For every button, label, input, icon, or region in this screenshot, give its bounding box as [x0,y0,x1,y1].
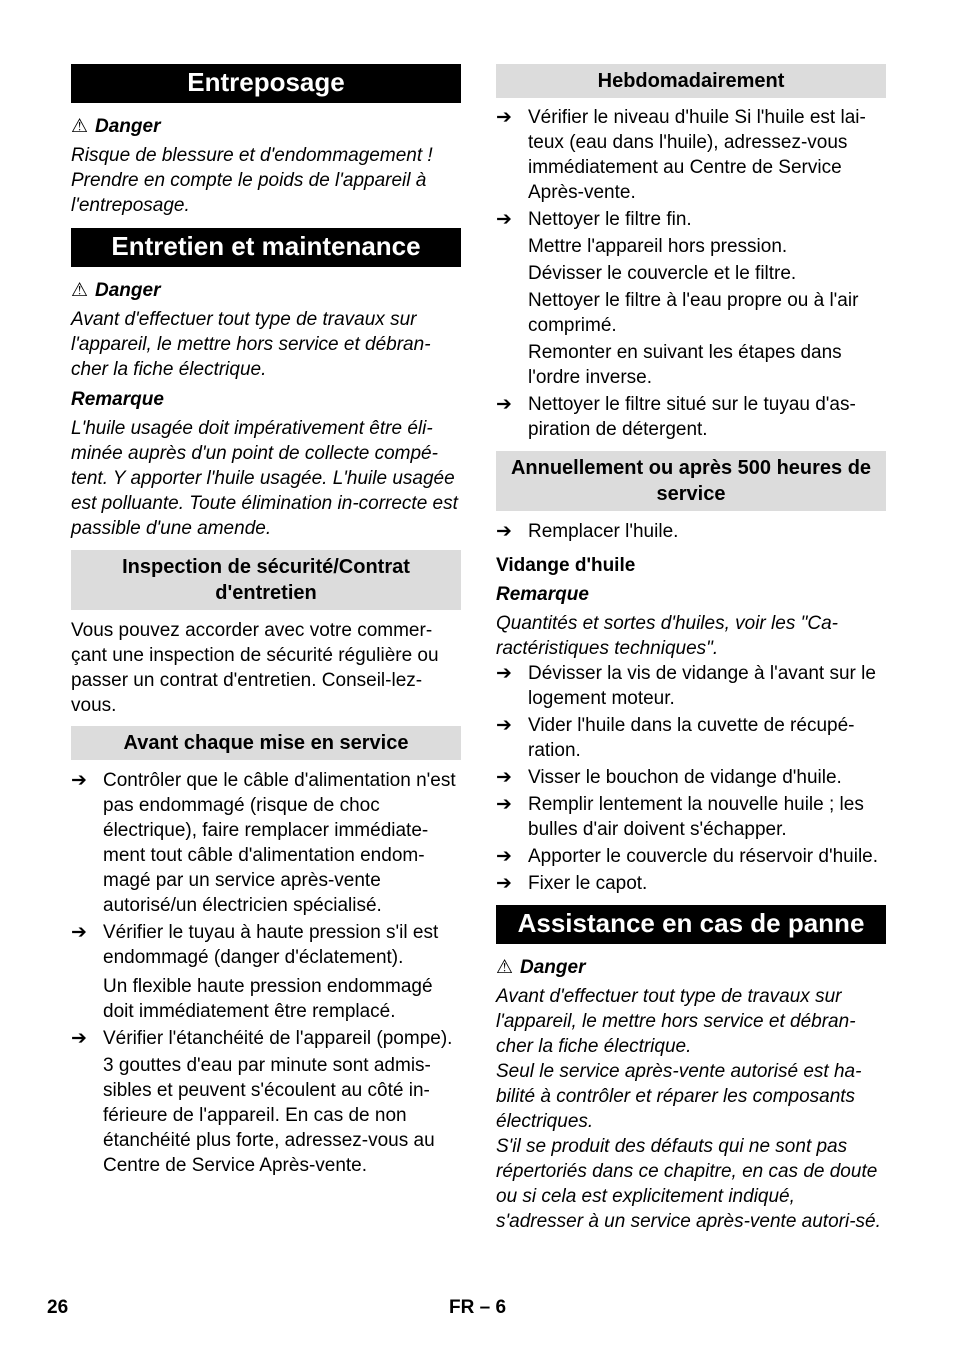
arrow-right-icon: ➔ [496,663,512,684]
arrow-right-icon: ➔ [496,767,512,788]
list-subitem: Dévisser le couvercle et le filtre. [528,263,797,284]
warning-triangle-icon: ⚠ [71,280,89,301]
arrow-right-icon: ➔ [496,873,512,894]
list-item: ➔ Visser le bouchon de vidange d'huile. [496,767,842,788]
troubleshooting-heading: Assistance en cas de panne [496,905,886,944]
list-item: ➔ Remplir lentement la nouvelle huile ; les bulles d'air doivent s'échapper. [496,794,864,840]
list-subitem: 3 gouttes d'eau par minute sont admis-sibles et peuvent s'écoulent au côté in-férieure de l'appareil. En cas de non étanchéité plus forte, adressez-vous au Centre de Service Après-vente. [103,1055,435,1176]
trouble-danger [496,955,886,980]
arrow-right-icon: ➔ [71,922,87,943]
list-item: ➔ Contrôler que le câble d'alimentation n'est pas endommagé (risque de choc électrique), faire remplacer immédiate-ment tout câble d'alimentation endom-magé par un service après-vente autorisé/un électricien spécialisé. [71,770,456,916]
arrow-right-icon: ➔ [496,394,512,415]
list-item: ➔ Nettoyer le filtre fin. [496,209,692,230]
arrow-right-icon: ➔ [496,846,512,867]
storage-danger-label: Danger [95,116,161,137]
arrow-right-icon: ➔ [496,521,512,542]
list-item: ➔ Dévisser la vis de vidange à l'avant sur le logement moteur. [496,663,876,709]
trouble-text-2: Seul le service après-vente autorisé est ha-bilité à contrôler et réparer les composants électriques. [496,1061,862,1132]
right-column [496,64,886,1234]
list-subitem: Remonter en suivant les étapes dans l'ordre inverse. [528,342,842,388]
note-label: Remarque [71,389,164,410]
list-item: ➔ Vérifier le niveau d'huile Si l'huile est lai-teux (eau dans l'huile), adressez-vous immédiatement au Centre de Service Après-vente. [496,107,866,203]
arrow-right-icon: ➔ [496,107,512,128]
language-page-label: FR – 6 [449,1297,507,1318]
arrow-right-icon: ➔ [496,209,512,230]
list-subitem: Mettre l'appareil hors pression. [528,236,788,257]
maint-danger [71,278,461,303]
arrow-right-icon: ➔ [71,1028,87,1049]
trouble-danger-label: Danger [520,957,586,978]
trouble-text-3: S'il se produit des défauts qui ne sont pas répertoriés dans ce chapitre, en cas de doute ou si cela est explicitement indiqué, s'adresser à un service après-vente autori-sé. [496,1136,881,1232]
list-item: ➔ Fixer le capot. [496,873,648,894]
arrow-right-icon: ➔ [71,770,87,791]
list-subitem: Nettoyer le filtre à l'eau propre ou à l'air comprimé. [528,290,859,336]
maintenance-heading: Entretien et maintenance [71,228,461,267]
inspection-heading: Inspection de sécurité/Contrat d'entretien [71,550,461,610]
warning-triangle-icon: ⚠ [496,957,514,978]
list-item: ➔ Apporter le couvercle du réservoir d'huile. [496,846,879,867]
maint-danger-label: Danger [95,280,161,301]
storage-danger [71,114,461,139]
note-text: L'huile usagée doit impérativement être éli-minée auprès d'un point de collecte compé-tent. Y apporter l'huile usagée. L'huile usagée est polluante. Toute élimination in-correcte est passible d'une amende. [71,418,458,539]
oil-note-text: Quantités et sortes d'huiles, voir les "Ca-ractéristiques techniques". [496,613,838,659]
left-column [71,64,461,1178]
list-item: ➔ Vider l'huile dans la cuvette de récupé-ration. [496,715,855,761]
annual-heading: Annuellement ou après 500 heures de service [496,451,886,511]
list-item: ➔ Nettoyer le filtre situé sur le tuyau d'as-piration de détergent. [496,394,856,440]
list-subitem: Un flexible haute pression endommagé doit immédiatement être remplacé. [103,976,433,1022]
maint-danger-text: Avant d'effectuer tout type de travaux sur l'appareil, le mettre hors service et débran-cher la fiche électrique. [71,309,431,380]
storage-heading: Entreposage [71,64,461,103]
before-use-heading: Avant chaque mise en service [71,726,461,760]
arrow-right-icon: ➔ [496,715,512,736]
list-item: ➔ Vérifier l'étanchéité de l'appareil (pompe). [71,1028,453,1049]
trouble-text-1: Avant d'effectuer tout type de travaux sur l'appareil, le mettre hors service et débran-cher la fiche électrique. [496,986,856,1057]
inspection-text: Vous pouvez accorder avec votre commer-çant une inspection de sécurité régulière ou passer un contrat d'entretien. Conseil-lez-vous. [71,620,439,716]
warning-triangle-icon: ⚠ [71,116,89,137]
page-number: 26 [47,1297,69,1318]
oil-change-label: Vidange d'huile [496,555,636,576]
storage-danger-text: Risque de blessure et d'endommagement ! Prendre en compte le poids de l'appareil à l'entreposage. [71,145,433,216]
oil-note-label: Remarque [496,584,589,605]
arrow-right-icon: ➔ [496,794,512,815]
list-item: ➔ Remplacer l'huile. [496,521,679,542]
weekly-heading: Hebdomadairement [496,64,886,98]
list-item: ➔ Vérifier le tuyau à haute pression s'il est endommagé (danger d'éclatement). [71,922,439,968]
